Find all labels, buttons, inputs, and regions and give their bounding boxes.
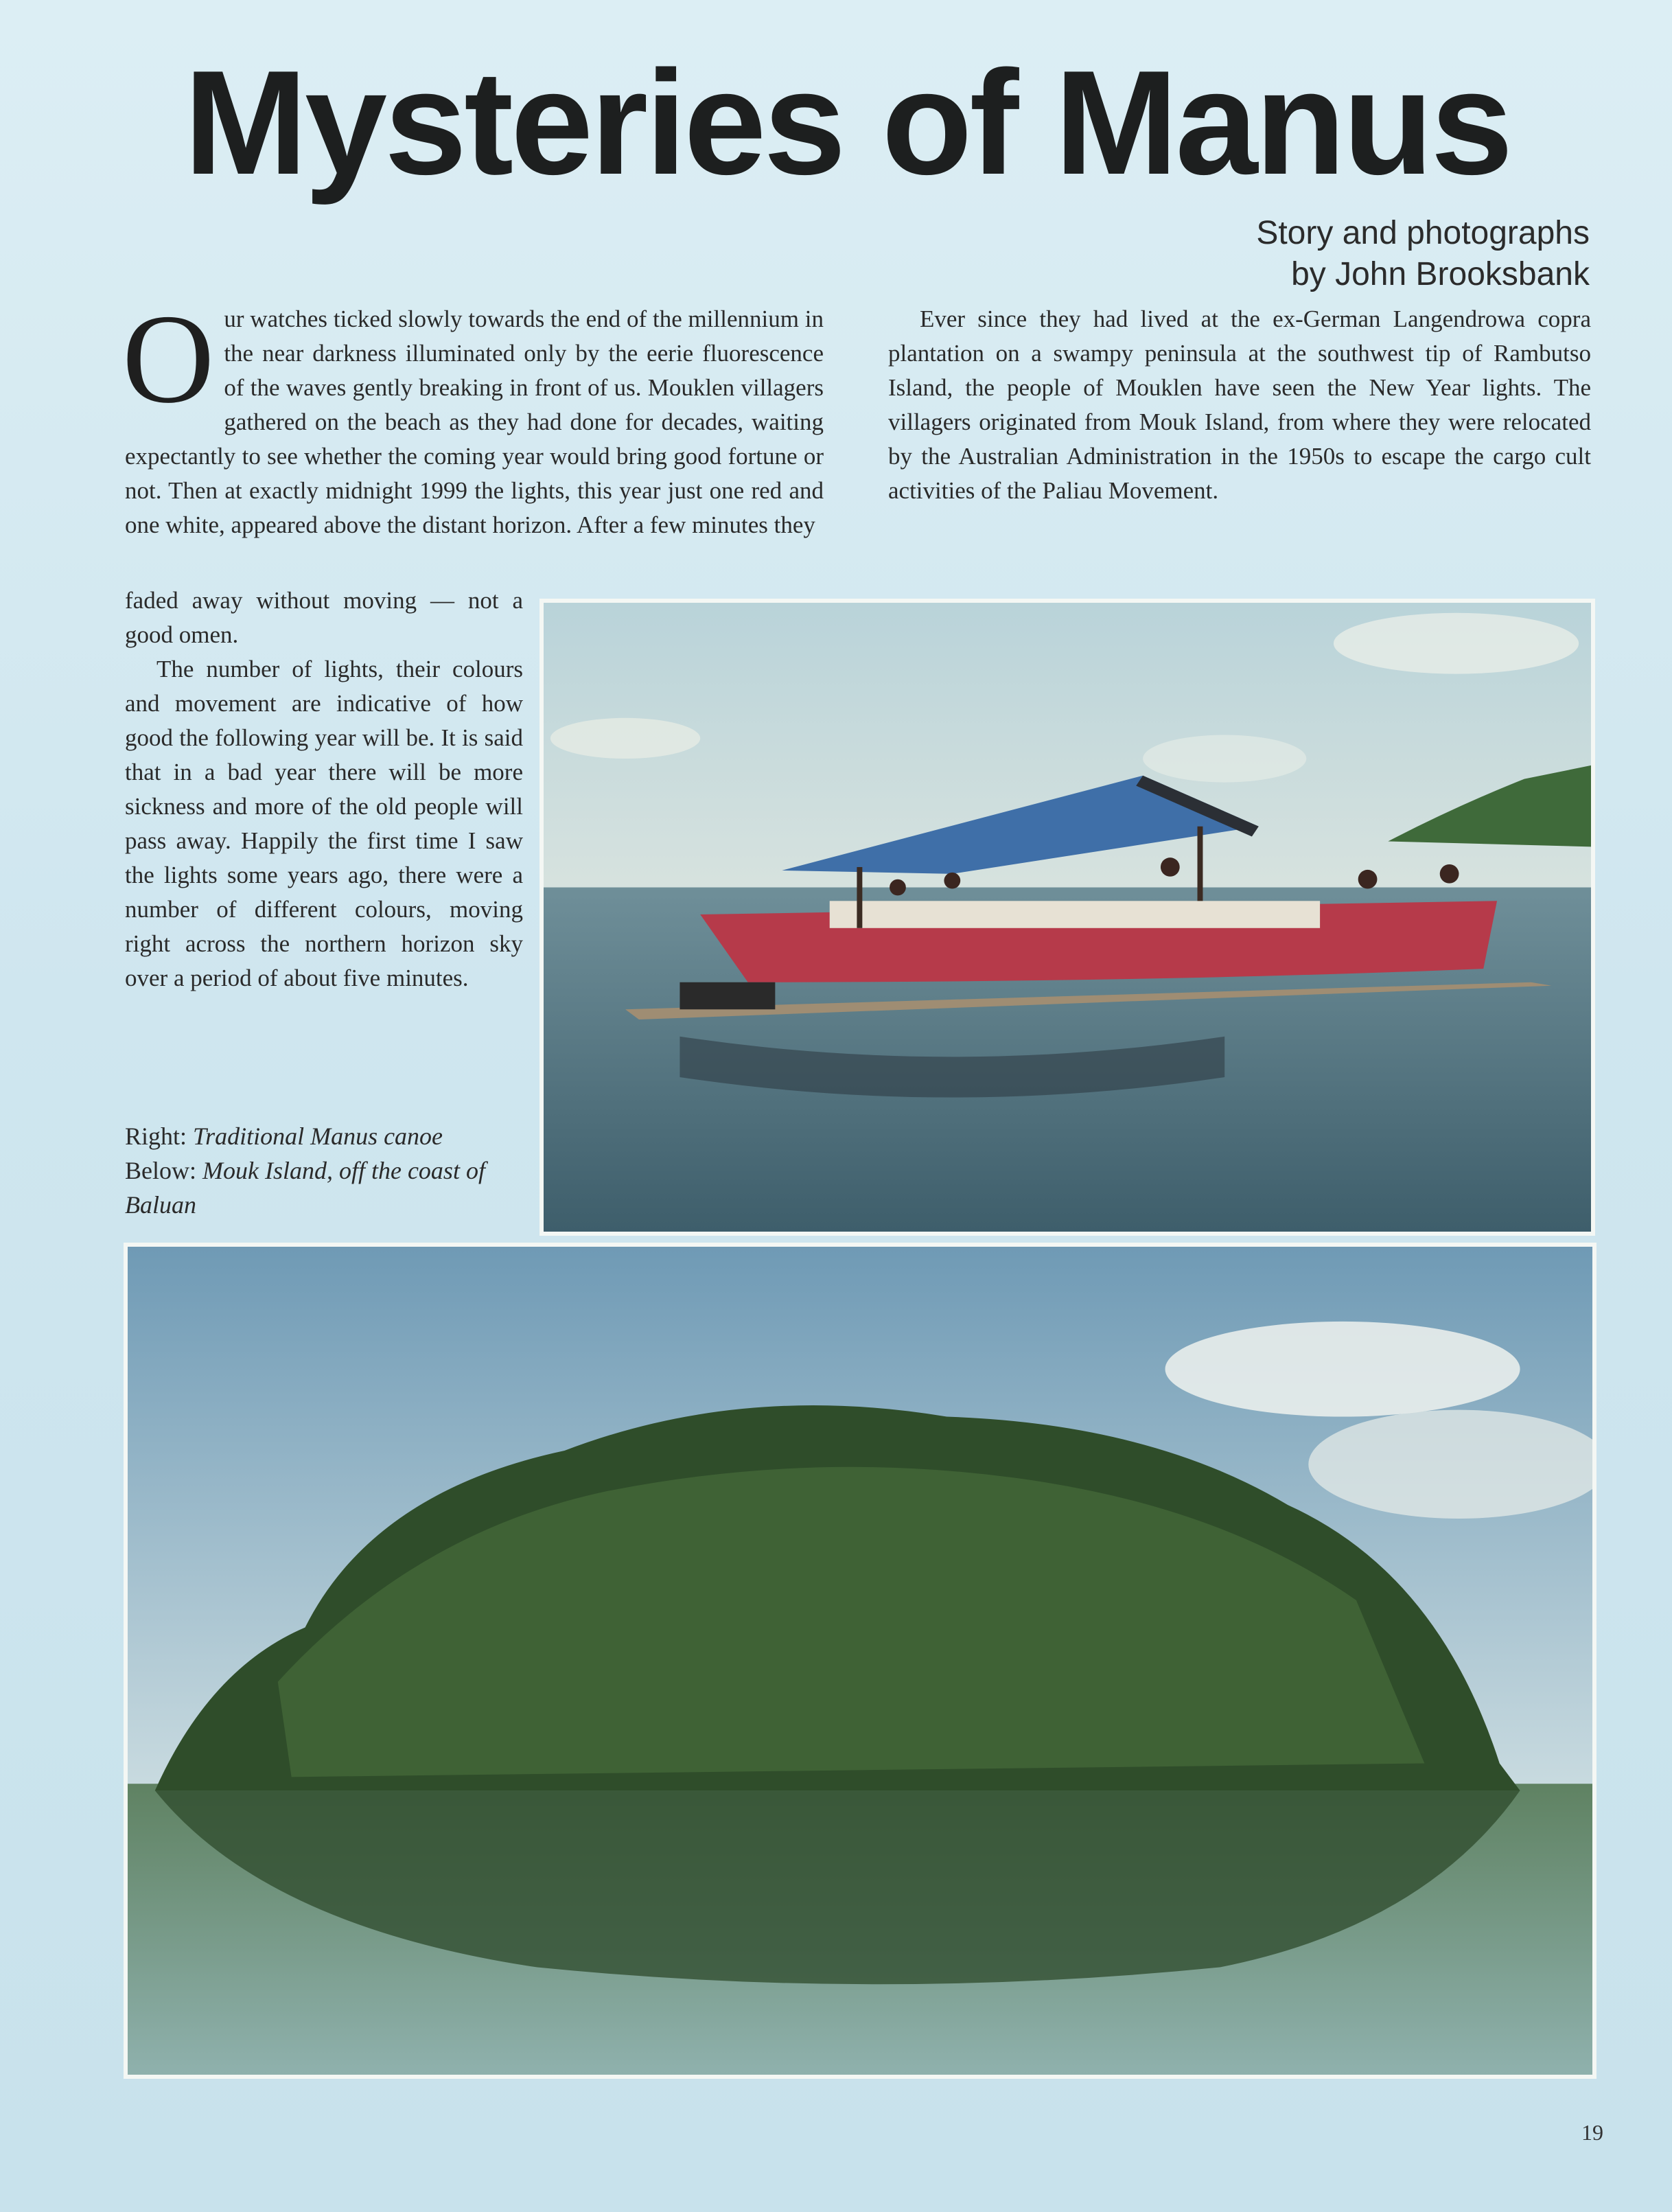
caption-below [125, 1153, 523, 1222]
caption-below-text: Mouk Island, off the coast of Baluan [125, 1157, 485, 1219]
right-column [888, 302, 1591, 508]
canoe-photo [539, 599, 1595, 1236]
paragraph-2: The number of lights, their colours and movement are indicative of how good the following year will be. It is said that in a bad year there will be more sickness and more of the old people will pass away. Happily the first time I saw the lights some years ago, there were a number of different colours, moving right across the northern horizon sky over a period of about five minutes. [125, 656, 523, 991]
caption-right-label: Right: [125, 1122, 187, 1150]
caption-below-label: Below: [125, 1157, 196, 1184]
page-number: 19 [1581, 2120, 1603, 2145]
byline [1256, 213, 1590, 295]
caption-right [125, 1119, 523, 1153]
narrow-column [125, 584, 523, 995]
byline-line-2: by John Brooksbank [1291, 256, 1590, 292]
drop-cap: O [122, 288, 215, 430]
intro-paragraph [122, 288, 824, 542]
island-photo [124, 1243, 1596, 2079]
paragraph-3: Ever since they had lived at the ex-German Langendrowa copra plantation on a swampy peninsula at the southwest tip of Rambutso Island, the people of Mouklen have seen the New Year lights. The villagers originated from Mouk Island, from where they were relocated by the Australian Administration in the 1950s to escape the cargo cult activities of the Paliau Movement. [888, 306, 1591, 504]
photo-captions [125, 1119, 523, 1222]
intro-column [122, 288, 824, 542]
paragraph-1-continued: faded away without moving — not a good omen. [125, 587, 523, 648]
caption-right-text: Traditional Manus canoe [193, 1122, 443, 1150]
article-title: Mysteries of Manus [184, 39, 1511, 205]
byline-line-1: Story and photographs [1256, 215, 1590, 251]
paragraph-1-text: ur watches ticked slowly towards the end of the millennium in the near darkness illuminated only by the eerie fluorescence of the waves gently breaking in front of us. Mouklen villagers gathered on the beach as they had done for decades, waiting expectantly to see whether the coming year would bring good fortune or not. Then at exactly midnight 1999 the lights, this year just one red and one white, appeared above the distant horizon. After a few minutes they [125, 306, 824, 538]
